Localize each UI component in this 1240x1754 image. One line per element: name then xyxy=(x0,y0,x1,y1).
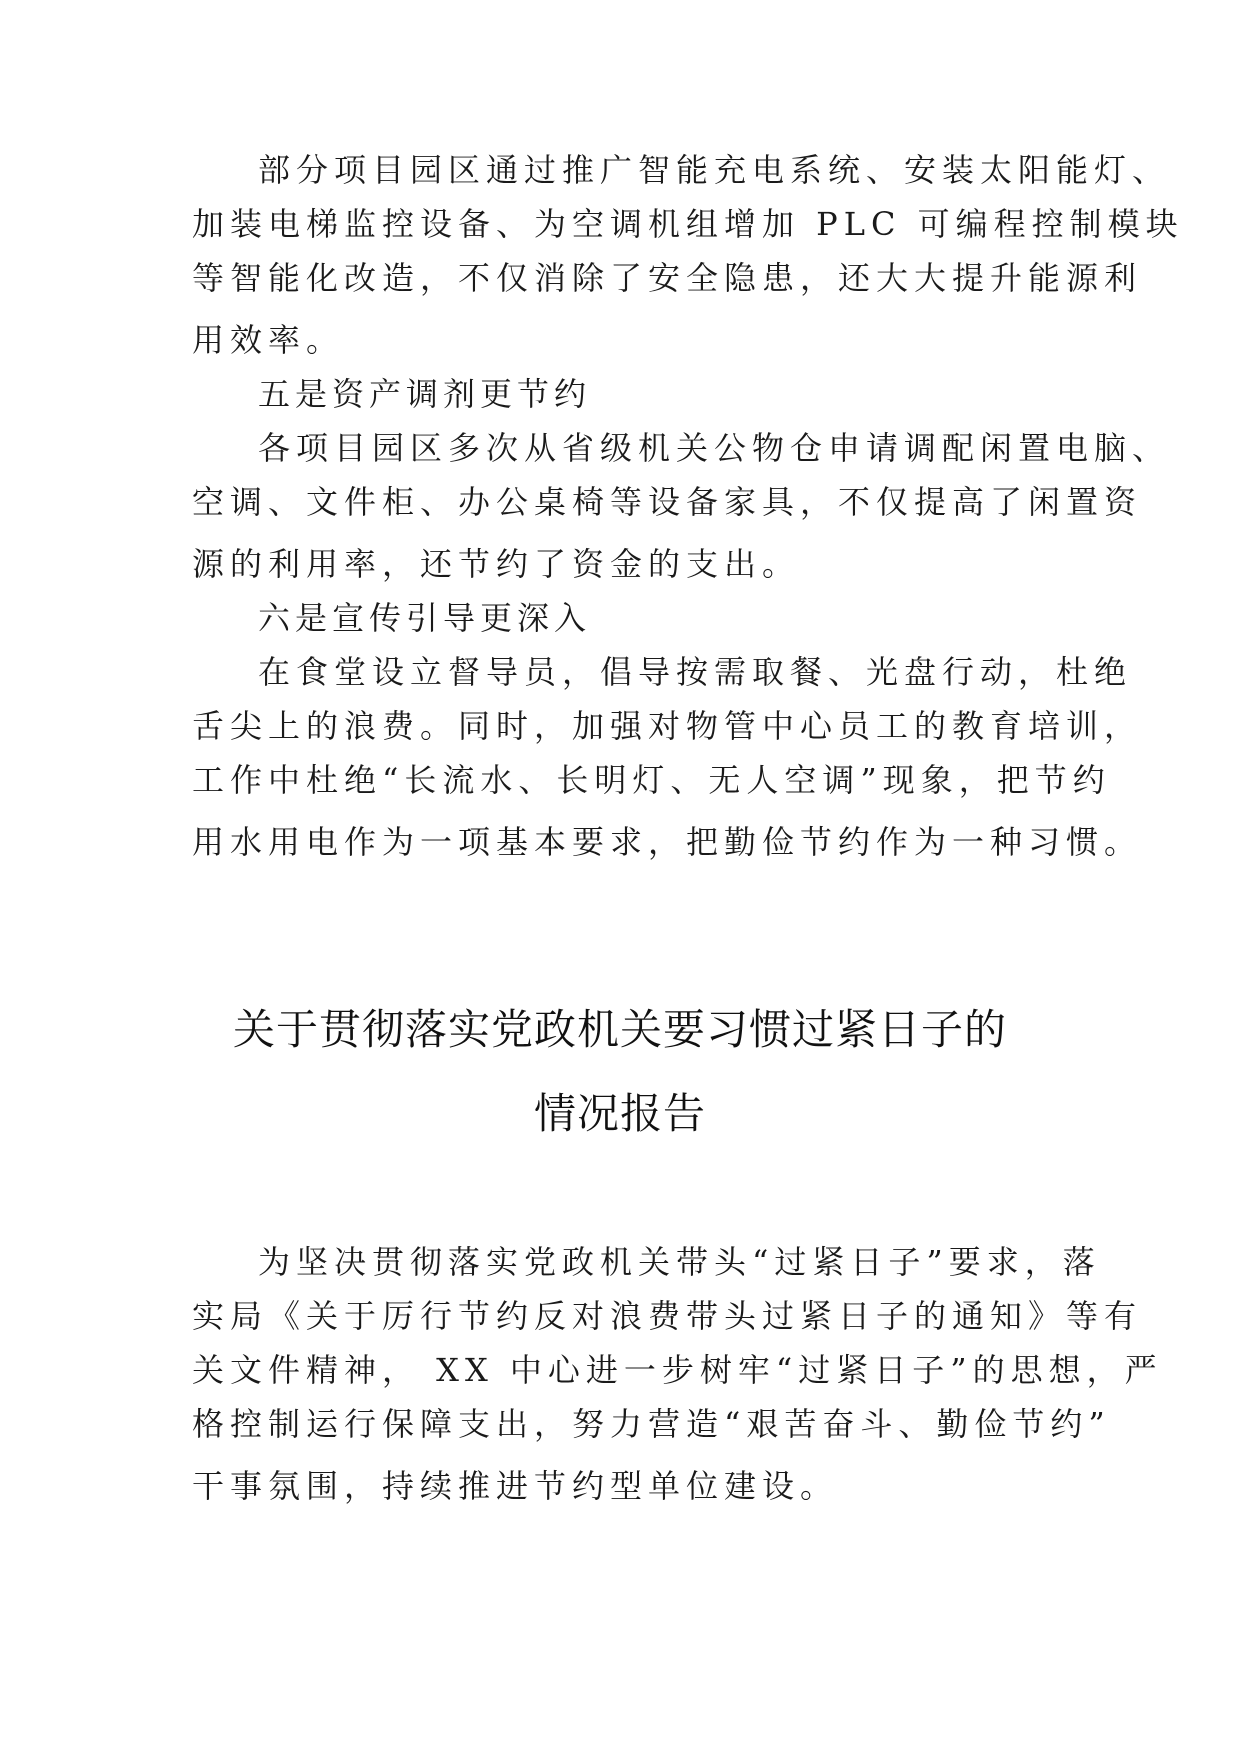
paragraph-line: 等智能化改造，不仅消除了安全隐患，还大大提升能源利 xyxy=(192,259,1143,297)
report-title-line2: 情况报告 xyxy=(533,1089,706,1138)
report-title: 关于贯彻落实党政机关要习惯过紧日子的 xyxy=(232,1005,1007,1054)
section-heading-five: 五是资产调剂更节约 xyxy=(258,375,592,413)
paragraph-line: 加装电梯监控设备、为空调机组增加 PLC 可编程控制模块 xyxy=(192,205,1184,243)
paragraph-line: 用效率。 xyxy=(192,321,345,359)
paragraph-line: 部分项目园区通过推广智能充电系统、安装太阳能灯、 xyxy=(258,151,1171,189)
paragraph-line: 格控制运行保障支出，努力营造“艰苦奋斗、勤俭节约” xyxy=(192,1405,1111,1443)
paragraph-line: 各项目园区多次从省级机关公物仓申请调配闲置电脑、 xyxy=(258,429,1171,467)
paragraph-line: 源的利用率，还节约了资金的支出。 xyxy=(192,545,801,583)
paragraph-line: 空调、文件柜、办公桌椅等设备家具，不仅提高了闲置资 xyxy=(192,483,1143,521)
paragraph-line: 实局《关于厉行节约反对浪费带头过紧日子的通知》等有 xyxy=(192,1297,1143,1335)
paragraph-line: 在食堂设立督导员，倡导按需取餐、光盘行动，杜绝 xyxy=(258,653,1133,691)
paragraph-line: 用水用电作为一项基本要求，把勤俭节约作为一种习惯。 xyxy=(192,823,1143,861)
paragraph-line: 关文件精神， XX 中心进一步树牢“过紧日子”的思想，严 xyxy=(192,1351,1163,1389)
paragraph-line: 干事氛围，持续推进节约型单位建设。 xyxy=(192,1467,839,1505)
paragraph-line: 工作中杜绝“长流水、长明灯、无人空调”现象，把节约 xyxy=(192,761,1111,799)
section-heading-six: 六是宣传引导更深入 xyxy=(258,599,592,637)
paragraph-line: 为坚决贯彻落实党政机关带头“过紧日子”要求，落 xyxy=(258,1243,1101,1281)
paragraph-line: 舌尖上的浪费。同时，加强对物管中心员工的教育培训， xyxy=(192,707,1143,745)
